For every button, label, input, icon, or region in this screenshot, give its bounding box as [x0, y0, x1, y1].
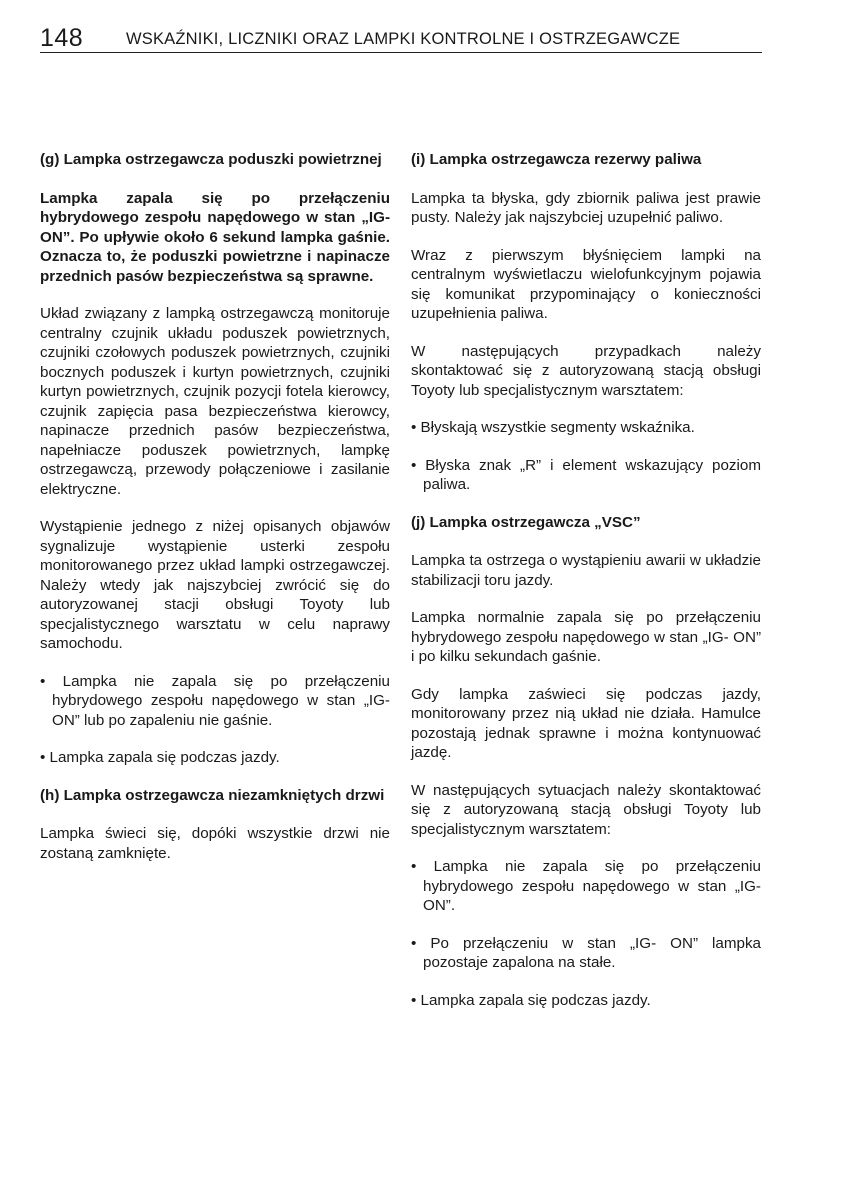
- page-header: [40, 26, 762, 53]
- section-j-bullet-2: • Po przełączeniu w stan „IG- ON” lampka pozostaje zapalona na stałe.: [411, 934, 761, 971]
- section-j-paragraph-1: Lampka ta ostrzega o wystąpieniu awarii w układzie stabilizacji toru jazdy.: [411, 552, 761, 589]
- section-g-bold-paragraph: Lampka zapala się po przełączeniu hybrydowego zespołu napędowego w stan „IG- ON”. Po upływie około 6 sekund lampka gaśnie. Oznacza to, że poduszki powietrzne i napinacze przednich pasów bezpieczeństwa są sprawne.: [40, 189, 390, 285]
- section-g-bullet-2: • Lampka zapala się podczas jazdy.: [40, 749, 280, 766]
- section-j-bullet-3: • Lampka zapala się podczas jazdy.: [411, 991, 651, 1009]
- section-i-heading: (i) Lampka ostrzegawcza rezerwy paliwa: [411, 151, 702, 168]
- right-column: [411, 150, 761, 1028]
- section-g-heading: (g) Lampka ostrzegawcza poduszki powietrznej: [40, 151, 382, 168]
- section-g-paragraph-2: Wystąpienie jednego z niżej opisanych objawów sygnalizuje wystąpienie usterki zespołu monitorowanego przez układ lampki ostrzegawczej. Należy wtedy jak najszybciej zwrócić się do autoryzowanej stacji obsługi Toyoty lub specjalistycznego warsztatu w celu naprawy samochodu.: [40, 518, 390, 652]
- section-j-paragraph-2: Lampka normalnie zapala się po przełączeniu hybrydowego zespołu napędowego w stan „IG- ON” i po kilku sekundach gaśnie.: [411, 609, 761, 665]
- section-i-paragraph-3: W następujących przypadkach należy skontaktować się z autoryzowaną stacją obsługi Toyoty lub specjalistycznym warsztatem:: [411, 342, 761, 399]
- section-h-heading: (h) Lampka ostrzegawcza niezamkniętych drzwi: [40, 786, 385, 804]
- section-i-bullet-1: • Błyskają wszystkie segmenty wskaźnika.: [411, 419, 695, 436]
- section-i-bullet-2: • Błyska znak „R” i element wskazujący poziom paliwa.: [411, 456, 761, 493]
- page-number: 148: [40, 24, 84, 52]
- section-j-bullet-1: • Lampka nie zapala się po przełączeniu hybrydowego zespołu napędowego w stan „IG- ON”.: [411, 858, 761, 914]
- section-g-bullet-1: • Lampka nie zapala się po przełączeniu hybrydowego zespołu napędowego w stan „IG- ON” lub po zapaleniu nie gaśnie.: [40, 672, 390, 729]
- section-i-paragraph-2: Wraz z pierwszym błyśnięciem lampki na centralnym wyświetlaczu wielofunkcyjnym pojawia się komunikat przypominający o konieczności uzupełnienia paliwa.: [411, 246, 761, 322]
- chapter-title: WSKAŹNIKI, LICZNIKI ORAZ LAMPKI KONTROLNE I OSTRZEGAWCZE: [126, 30, 681, 48]
- section-j-paragraph-4: W następujących sytuacjach należy skontaktować się z autoryzowaną stacją obsługi Toyoty lub specjalistycznym warsztatem:: [411, 781, 761, 838]
- section-h-paragraph-1: Lampka świeci się, dopóki wszystkie drzwi nie zostaną zamknięte.: [40, 825, 390, 862]
- section-g-paragraph-1: Układ związany z lampką ostrzegawczą monitoruje centralny czujnik układu poduszek powietrznych, czujniki czołowych poduszek powietrznych, czujniki bocznych poduszek i kurtyn powietrznych, czujniki kurtyn powietrznych, czujnik pozycji fotela kierowcy, czujnik zapięcia pasa bezpieczeństwa kierowcy, napinacze przednich pasów bezpieczeństwa, napełniacze poduszek powietrznych, lampkę ostrzegawczą, przewody połączeniowe i zasilanie elektryczne.: [40, 305, 390, 498]
- section-j-heading: (j) Lampka ostrzegawcza „VSC”: [411, 513, 641, 531]
- section-j-paragraph-3: Gdy lampka zaświeci się podczas jazdy, monitorowany przez nią układ nie działa. Hamulce pozostają jednak sprawne i można kontynuować jazdę.: [411, 685, 761, 761]
- left-column: [40, 150, 390, 881]
- section-i-paragraph-1: Lampka ta błyska, gdy zbiornik paliwa jest prawie pusty. Należy jak najszybciej uzupełnić paliwo.: [411, 189, 761, 226]
